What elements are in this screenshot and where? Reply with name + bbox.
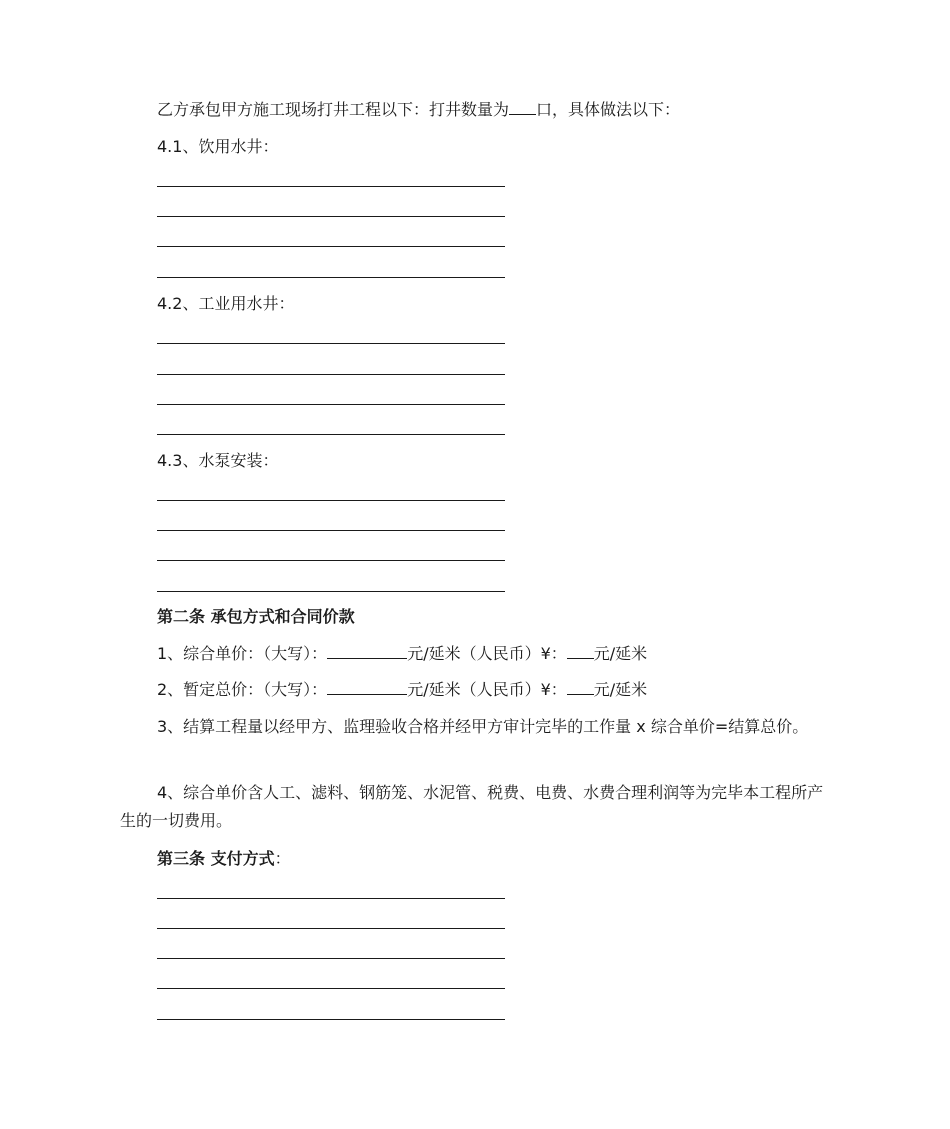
article-3-title — [120, 845, 832, 873]
settlement-paragraph: 3、结算工程量以经甲方、监理验收合格并经甲方审计完毕的工作量 x 综合单价=结算总价。 — [157, 717, 809, 736]
total-price-line — [120, 676, 832, 704]
amount-blank — [567, 640, 594, 659]
unit-price-line — [120, 640, 832, 668]
fill-line — [157, 928, 505, 929]
fill-line — [157, 591, 505, 592]
heading-4-1: 4.1、饮用水井： — [157, 137, 279, 156]
fill-line — [157, 404, 505, 405]
unit-price-mid: 元/延米（人民币）¥： — [407, 644, 567, 663]
fill-line — [157, 958, 505, 959]
fill-line — [157, 246, 505, 247]
intro-text-end: 口，具体做法以下： — [536, 100, 681, 119]
fill-line — [157, 1019, 505, 1020]
total-price-mid: 元/延米（人民币）¥： — [407, 680, 567, 699]
fill-line — [157, 530, 505, 531]
fill-line — [157, 216, 505, 217]
fill-line — [157, 343, 505, 344]
amount-blank — [327, 640, 407, 659]
fill-line — [157, 434, 505, 435]
fill-line — [157, 374, 505, 375]
well-count-blank — [509, 96, 536, 115]
amount-blank — [567, 676, 594, 695]
article-3-title-text: 第三条 支付方式 — [157, 849, 275, 868]
unit-price-label: 1、综合单价：（大写）： — [157, 644, 328, 663]
intro-text: 乙方承包甲方施工现场打井工程以下：打井数量为 — [157, 100, 510, 119]
article-2-title: 第二条 承包方式和合同价款 — [157, 607, 355, 626]
amount-blank — [327, 676, 407, 695]
fill-line — [157, 988, 505, 989]
fill-line — [157, 186, 505, 187]
fill-line — [157, 500, 505, 501]
intro-paragraph — [120, 96, 832, 124]
fill-line — [157, 277, 505, 278]
heading-4-2: 4.2、工业用水井： — [157, 294, 295, 313]
total-price-label: 2、暂定总价：（大写）： — [157, 680, 328, 699]
unit-price-unit: 元/延米 — [593, 644, 648, 663]
heading-4-3: 4.3、水泵安装： — [157, 451, 279, 470]
unit-price-includes-paragraph: 4、综合单价含人工、滤料、钢筋笼、水泥管、税费、电费、水费合理利润等为完毕本工程所产生的一切费用。 — [120, 783, 824, 830]
fill-line — [157, 898, 505, 899]
fill-line — [157, 560, 505, 561]
article-3-colon: ： — [274, 849, 291, 868]
total-price-unit: 元/延米 — [593, 680, 648, 699]
